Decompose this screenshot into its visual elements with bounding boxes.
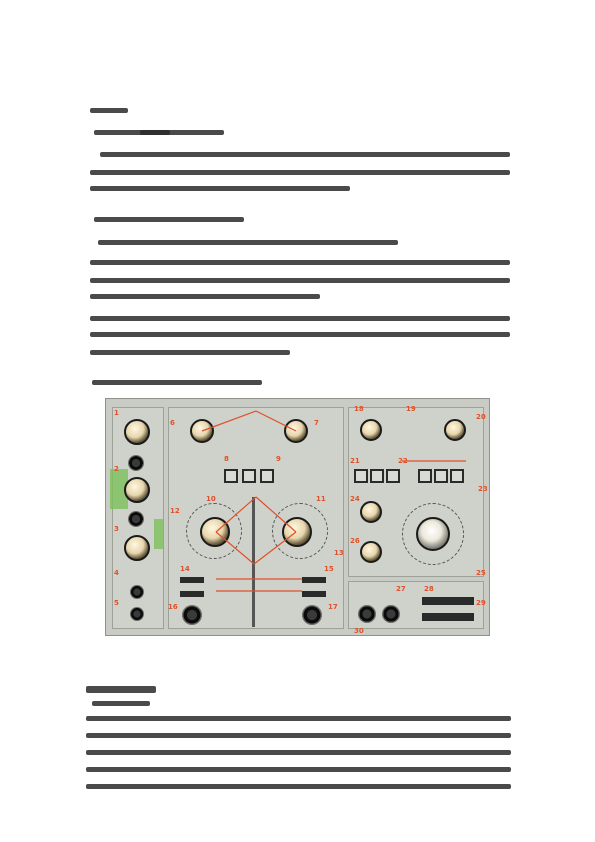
annotation-number: 12	[170, 507, 180, 515]
annotation-number: 4	[114, 569, 119, 577]
annotation-number: 29	[476, 599, 486, 607]
annotation-number: 21	[350, 457, 360, 465]
blurred-text-line	[100, 152, 510, 157]
blurred-text-line	[90, 350, 290, 355]
annotation-number: 7	[314, 419, 319, 427]
blurred-text-line	[90, 108, 128, 113]
annotation-number: 28	[424, 585, 434, 593]
annotation-number: 6	[170, 419, 175, 427]
annotation-number: 19	[406, 405, 416, 413]
annotation-number: 5	[114, 599, 119, 607]
blurred-text-line	[86, 733, 511, 738]
blurred-text-line	[86, 750, 511, 755]
blurred-text-line	[94, 130, 224, 135]
annotation-lines	[106, 399, 491, 637]
oscilloscope-panel-figure	[105, 398, 490, 636]
blurred-text-line	[86, 767, 511, 772]
blurred-text-line	[90, 170, 510, 175]
annotation-number: 27	[396, 585, 406, 593]
blurred-text-line	[90, 186, 350, 191]
annotation-number: 16	[168, 603, 178, 611]
subheading-blurred	[92, 701, 150, 706]
annotation-number: 1	[114, 409, 119, 417]
annotation-number: 2	[114, 465, 119, 473]
blurred-text-line	[90, 278, 510, 283]
annotation-number: 11	[316, 495, 326, 503]
blurred-text-line	[90, 332, 510, 337]
annotation-number: 30	[354, 627, 364, 635]
annotation-number: 24	[350, 495, 360, 503]
annotation-number: 15	[324, 565, 334, 573]
blurred-text-line	[86, 784, 511, 789]
annotation-number: 14	[180, 565, 190, 573]
annotation-number: 8	[224, 455, 229, 463]
annotation-number: 26	[350, 537, 360, 545]
blurred-text-line	[86, 716, 511, 721]
blurred-text-line	[92, 380, 262, 385]
blurred-text-line	[90, 260, 510, 265]
annotation-number: 20	[476, 413, 486, 421]
blurred-text-line	[94, 217, 244, 222]
annotation-number: 18	[354, 405, 364, 413]
annotation-number: 9	[276, 455, 281, 463]
section-heading-blurred	[86, 686, 156, 693]
annotation-number: 23	[478, 485, 488, 493]
annotation-number: 3	[114, 525, 119, 533]
annotation-number: 25	[476, 569, 486, 577]
annotation-number: 17	[328, 603, 338, 611]
blurred-text-line	[90, 316, 510, 321]
blurred-text-line	[90, 294, 320, 299]
annotation-number: 22	[398, 457, 408, 465]
annotation-number: 10	[206, 495, 216, 503]
blurred-text-line	[98, 240, 398, 245]
annotation-number: 13	[334, 549, 344, 557]
